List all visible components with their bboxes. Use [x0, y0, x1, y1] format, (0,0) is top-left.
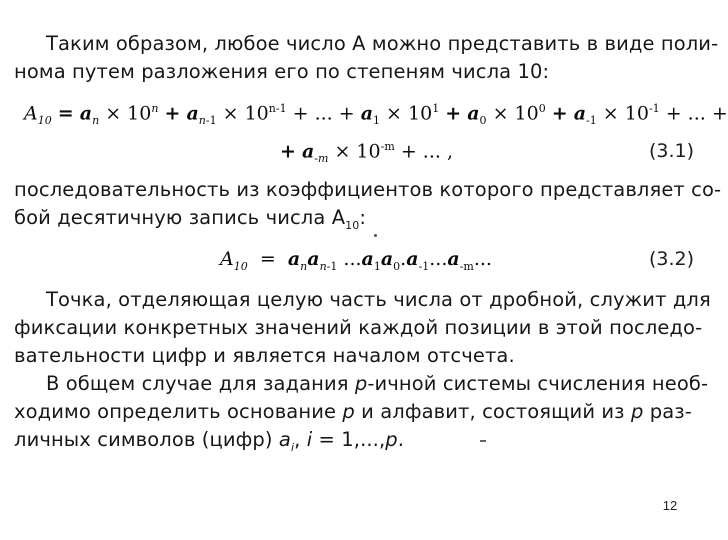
paragraph-3-line-3: вательности цифр и является началом отсчета.	[14, 344, 515, 367]
formula-3-1-eq: =	[57, 102, 74, 125]
paragraph-1-line-2: нома путем разложения его по степеням числа 10:	[14, 60, 550, 83]
p4-l2-p2: p	[630, 400, 644, 423]
p4-l3-b: ,	[294, 428, 307, 451]
p4-l3-p: p	[385, 428, 398, 451]
speck-dot	[374, 234, 377, 237]
formula-3-2-lhs: A	[220, 248, 234, 270]
formula-3-2-number: (3.2)	[648, 248, 694, 270]
paragraph-4-line-1	[46, 372, 708, 395]
p4-l2-b: и алфавит, состоящий из	[354, 400, 631, 423]
formula-3-2-lhs-sub: 10	[233, 259, 248, 273]
paragraph-2-line-1: последовательность из коэффициентов которого представляет со-	[14, 178, 722, 201]
formula-3-1-lhs-sub: 10	[37, 114, 52, 128]
p4-l3-d: .	[397, 428, 405, 451]
formula-3-1-line-1: $A_{10} = a_n \times 10^n + a_{n-1} \times 10^{n-1}$ + ... + $a_1 \times 10^1 + a_0 \times 10^0 + a_{-1} \times 10^{-1}$ + ... +	[24, 102, 728, 128]
formula-3-1-line-2: + $a_{-m} \times 10^{-m}$ + ... ,	[280, 140, 453, 166]
p4-l1-a: В общем случае для задания	[46, 372, 355, 395]
formula-3-1-number: (3.1)	[648, 140, 694, 162]
paragraph-2-colon: :	[359, 206, 367, 229]
formula-3-2: $A_{10} = a_na_{n-1}$ $...a_1a_0.a_{-1}...a_{-m}$...	[220, 248, 492, 273]
paragraph-3-line-2: фиксации конкретных значений каждой позиции в этой последо-	[14, 316, 703, 339]
paragraph-4-line-2	[14, 400, 692, 423]
p4-l3-c: = 1,...,	[312, 428, 386, 451]
p4-l3-i: i	[306, 428, 313, 451]
page-number: 12	[662, 498, 678, 513]
paragraph-2-line-2-text: бой десятичную запись числа А	[14, 206, 346, 229]
p4-l2-a: ходимо определить основание	[14, 400, 343, 423]
paragraph-2-line-2	[14, 206, 366, 232]
p4-l3-a: личных символов (цифр)	[14, 428, 279, 451]
paragraph-1-line-1: Таким образом, любое число А можно представить в виде поли-	[46, 32, 719, 55]
scanned-page	[14, 22, 728, 454]
p4-l2-p: p	[342, 400, 355, 423]
paragraph-2-subscript: 10	[345, 218, 360, 232]
p4-l1-b: -ичной системы счисления необ-	[367, 372, 709, 395]
p4-l3-ai-sub: i	[290, 440, 295, 454]
p4-l2-c: раз-	[643, 400, 692, 423]
speck-dash	[480, 440, 486, 442]
formula-3-2-eq: =	[259, 248, 276, 270]
paragraph-4-line-3	[14, 428, 404, 454]
p4-l1-p: p	[354, 372, 368, 395]
paragraph-3-line-1: Точка, отделяющая целую часть числа от дробной, служит для	[46, 288, 711, 311]
p4-l3-ai: a	[278, 428, 291, 451]
formula-3-1-lhs: A	[24, 102, 38, 125]
